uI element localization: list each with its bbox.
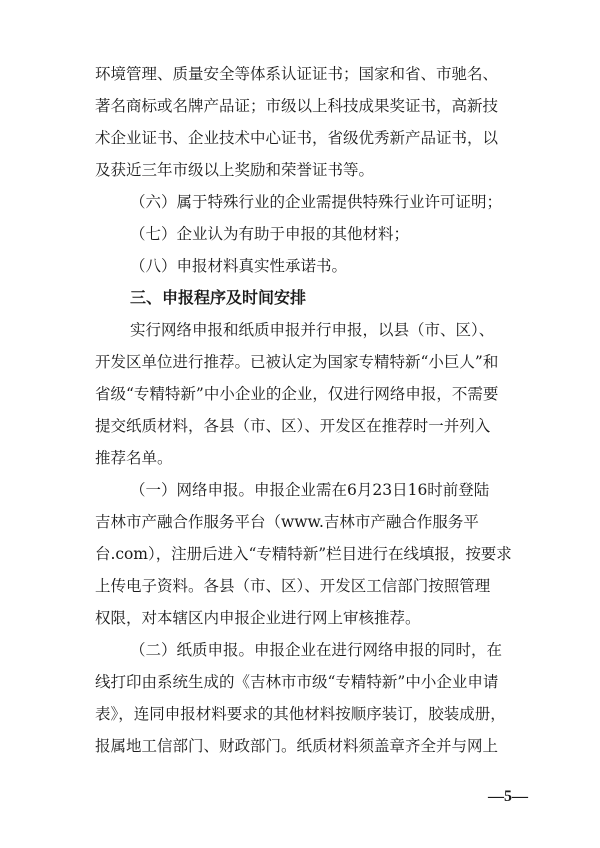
text-line: 著名商标或名牌产品证；市级以上科技成果奖证书，高新技 [95,97,499,115]
text-line: 线打印由系统生成的《吉林市市级“专精特新”中小企业申请 [95,673,499,691]
text-line: 报属地工信部门、财政部门。纸质材料须盖章齐全并与网上 [95,737,499,755]
text-line: 省级“专精特新”中小企业的企业，仅进行网络申报，不需要 [95,385,499,403]
text-line: 台.com），注册后进入“专精特新”栏目进行在线填报，按要求 [95,545,512,563]
section-heading: 三、申报程序及时间安排 [130,288,307,307]
text-line: 权限，对本辖区内申报企业进行网上审核推荐。 [95,609,421,627]
text-line: 推荐名单。 [95,449,173,467]
text-line: （一）网络申报。申报企业需在6月23日16时前登陆 [130,481,490,499]
text-line: 实行网络申报和纸质申报并行申报，以县（市、区）、 [130,321,495,339]
text-line: 上传电子资料。各县（市、区）、开发区工信部门按照管理 [95,577,491,595]
text-line: 及获近三年市级以上奖励和荣誉证书等。 [95,161,375,179]
text-line: （七）企业认为有助于申报的其他材料； [130,225,410,243]
text-line: 提交纸质材料，各县（市、区）、开发区在推荐时一并列入 [95,417,491,435]
text-line: 术企业证书、企业技术中心证书，省级优秀新产品证书，以 [95,129,499,147]
text-line: （二）纸质申报。申报企业在进行网络申报的同时，在 [130,641,503,659]
text-line: （六）属于特殊行业的企业需提供特殊行业许可证明； [130,193,503,211]
text-line: 环境管理、质量安全等体系认证证书；国家和省、市驰名、 [95,65,499,83]
text-line: 开发区单位进行推荐。已被认定为国家专精特新“小巨人”和 [95,353,499,371]
text-line: 吉林市产融合作服务平台（www.吉林市产融合作服务平 [95,513,479,531]
text-line: （八）申报材料真实性承诺书。 [130,257,348,275]
text-line: 表》，连同申报材料要求的其他材料按顺序装订，胶装成册， [95,705,506,723]
page-number: —5— [488,788,528,805]
